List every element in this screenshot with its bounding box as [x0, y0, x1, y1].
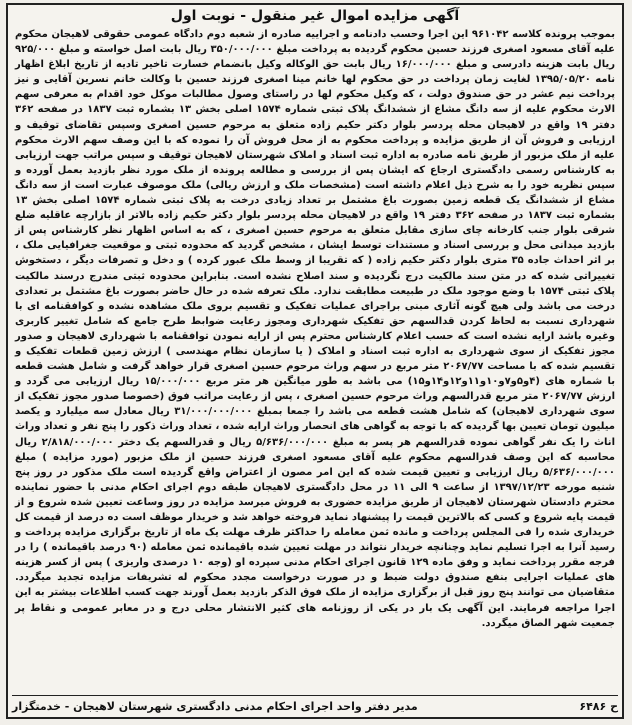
notice-signature: مدیر دفتر واحد اجرای احکام مدنی دادگستری شهرستان لاهیجان - خدمتگزار [12, 699, 418, 713]
notice-footer [12, 695, 618, 714]
notice-title: آگهی مزایده اموال غیر منقول - نوبت اول [170, 8, 460, 24]
notice-body: بموجب پرونده کلاسه ۹۶۱۰۴۲ این اجرا وحسب دادنامه و اجراییه صادره از شعبه دوم دادگاه عمومی حقوقی لاهیجان محکوم علیه آقای مسعود اصغری فرزند حسین محکوم گردیده به پرداخت مبلغ ۳۵۰/۰۰۰/۰۰۰ ریال بابت اصل خواسته و مبلغ ۹۲۵/۰۰۰ ریال بابت هزینه دادرسی و مبلغ ۱۶/۰۰۰/۰۰۰ ریال بابت حق الوکاله وکیل بانضمام خسارت تاخیر تادیه از تاریخ ابلاغ اظهار نامه ۱۳۹۵/۰۵/۲۰ لغایت زمان پرداخت در حق محکوم لها خانم مینا اصغری فرزند حسین با وکالت خانم نسرین آقایی و نیز پرداخت نیم عشر در حق صندوق دولت ، که وکیل محکوم لها در راستای وصول مطالبات موکل خود اقدام به معرفی سهم الارث محکوم علیه از سه دانگ مشاع از ششدانگ پلاک ثبتی شماره ۱۵۷۴ اصلی بخش ۱۳ بشماره ثبت ۱۸۳۷ در صفحه ۳۶۲ دفتر ۱۹ واقع در لاهیجان محله پردسر بلوار دکتر حکیم زاده متعلق به مرحوم حسین اصغری وسپس تقاضای توقیف و ارزیابی و فروش آن از طریق مزایده و پرداخت محکوم به از محل فروش آن را نموده که با این وصف سهم الارث محکوم علیه از ملک مزبور از طریق نامه صادره به اداره ثبت اسناد و املاک شهرستان لاهیجان توقیف و سپس مراتب جهت ارزیابی به کارشناس رسمی دادگستری ارجاع که ایشان پس از بررسی و مطالعه پرونده از ملک مورد نظر بازدید بعمل آورده و سپس نظریه خود را به شرح ذیل اعلام داشته است (مشخصات ملک و ارزش ریالی) ملک موصوف عبارت است از سه دانگ مشاع از ششدانگ یک قطعه زمین بصورت باغ مشتمل بر تعداد زیادی درخت به پلاک ثبتی شماره ۱۵۷۴ اصلی بخش ۱۳ بشماره ثبت ۱۸۳۷ در صفحه ۳۶۲ دفتر ۱۹ واقع در لاهیجان محله پردسر بلوار دکتر حکیم زاده بالاتر از بازارچه عاقلیه ضلع شرقی بلوار جنب کارخانه چای سازی مقابل متعلق به مرحوم حسین اصغری ، که به اساس اظهار نظر کارشناس پس از بازدید میدانی محل و بررسی اسناد و مستندات توسط ایشان ، مشخص گردید که محدوده ثبتی و موقعیت جغرافیایی ملک ، بر اثر احداث جاده ۳۵ متری بلوار دکتر حکیم زاده ( که تقریبا از وسط ملک عبور کرده ) و دخل و تصرفات دیگر ، دستخوش تغییراتی شده که در متن سند مالکیت درج نگردیده و سند اصلاح نشده است. بنابراین محدوده ثبتی مندرج درسند مالکیت پلاک ثبتی ۱۵۷۴ با وضع موجود ملک در طبیعت مطابقت ندارد. ملک تعرفه شده در حال حاضر بصورت باغ مشتمل بر تعدادی درخت می باشد ولی هیچ گونه آثاری مبنی براجرای عملیات تفکیک و تقسیم بروی ملک مشاهده نشده و کوافقنامه ای با شهرداری نسبت به لحاظ کردن قدالسهم حق تفکیک شهرداری ومجوز رعایت ضوابط طرح جامع که شامل تغییر کاربری وغیره باشد ارایه نشده است که حسب اعلام کارشناس محترم پس از ارایه نمودن توافقنامه با شهرداری لاهیجان و صدور مجوز تفکیک از سوی شهرداری به اداره ثبت اسناد و املاک ( یا سازمان نظام مهندسی ) ارزش زمین قطعات تفکیک و تقسیم شده که با مساحت ۲۰۶۷/۷۷ متر مربع در سهم وراث مرحوم حسین اصغری قرار خواهد گرفت و شامل هشت قطعه با شماره های (۴و۵و۷و۱۰و۱۱و۱۲و۱۴و۱۵) می باشد به طور میانگین هر متر مربع ۱۵/۰۰۰/۰۰۰ ریال ارزیابی می گردد و ارزش ۲۰۶۷/۷۷ متر مربع قدرالسهم وراث مرحوم حسین اصغری ، پس از رعایت مراتب فوق (خصوصا صدور مجوز تفکیک از سوی شهرداری لاهیجان) که شامل هشت قطعه می باشد را جمعا بمبلغ ۳۱/۰۰۰/۰۰۰/۰۰۰ ریال معادل سه میلیارد و یکصد میلیون تومان تعیین بها گردیده که با توجه به گواهی های انحصار وراث ارایه شده ، تعداد وراث ذکور را پنج نفر و تعداد وراث اناث را یک نفر گواهی نموده قدرالسهم هر پسر به مبلغ ۵/۶۳۶/۰۰۰/۰۰۰ ریال و قدرالسهم یک دختر ۲/۸۱۸/۰۰۰/۰۰۰ ریال محاسبه که این وصف قدرالسهم محکوم علیه آقای مسعود اصغری فرزند حسین از ملک مزبور (مورد مزایده ) مبلغ ۵/۶۳۶/۰۰۰/۰۰۰ ریال ارزیابی و تعیین قیمت شده که این امر مصون از اعتراض واقع گردیده است ملک مذکور در روز پنج شنبه مورخه ۱۳۹۷/۱۲/۲۳ از ساعت ۹ الی ۱۱ در محل دادگستری لاهیجان طبقه دوم اجرای احکام مدنی با حضور نماینده محترم دادستان شهرستان لاهیجان از طریق مزایده حضوری به فروش میرسد مزایده در روز وساعت تعیین شده شروع و از قیمت پایه شروع و کسی که بالاترین قیمت را پیشنهاد نماید فروخته خواهد شد و خریدار موظف است ده درصد از قیمت کل خریداری شده را فی المجلس پرداخت و مانده ثمن معامله را حداکثر ظرف مهلت یک ماه از تاریخ برگزاری مزایده پرداخت و رسید آنرا به اجرا تسلیم نماید وچنانچه خریدار نتواند در مهلت تعیین شده باقیمانده ثمن معامله (۹۰ درصد باقیمانده ) را در فرجه مقرر پرداخت نماید و وفق ماده ۱۲۹ قانون اجرای احکام مدنی سپرده او (وجه ۱۰ درصدی واریزی ) پس از کسر هزینه های عملیات اجرایی بنفع صندوق دولت ضبط و در صورت درخواست مجدد محکوم له تشریفات مزایده تجدید میگردد. متقاضیان می توانند پنج روز قبل از برگزاری مزایده از ملک فوق الذکر بازدید بعمل آورند جهت کسب اطلاعات بیشتر به این اجرا مراجعه فرمایند. این آگهی یک بار در یکی از روزنامه های کثیر الانتشار محلی درج و در معابر عمومی و نقاط پر جمعیت شهر الصاق میگردد. [15, 29, 616, 629]
auction-notice [6, 3, 624, 719]
notice-code: ح ۶۴۸۶ [579, 699, 618, 713]
